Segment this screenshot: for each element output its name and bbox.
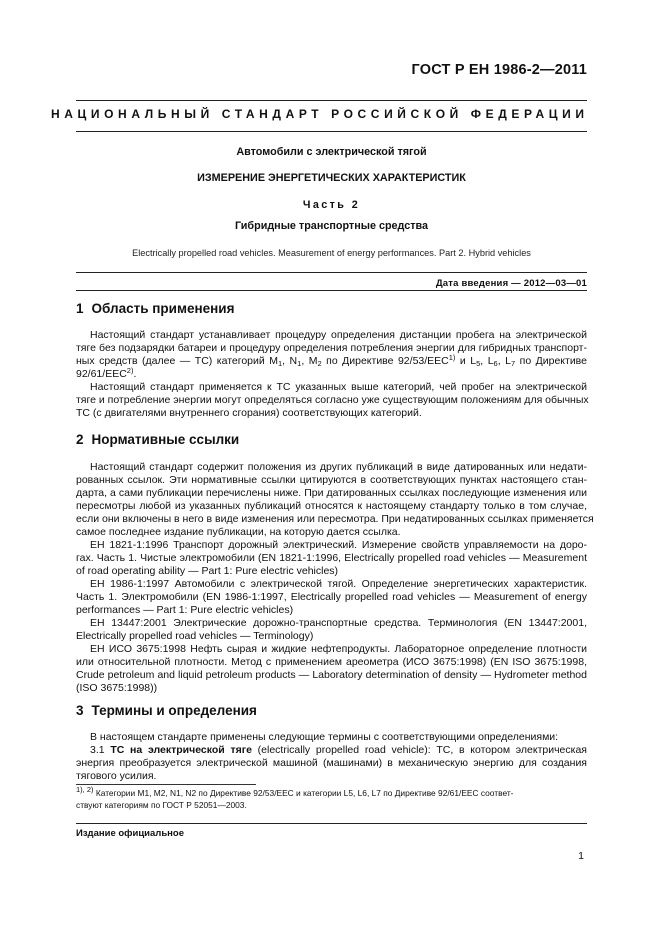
s2-ref-4-line-1: ЕН ИСО 3675:1998 Нефть сырая и жидкие нефтепродукты. Лабораторное определение плотности (90, 643, 587, 655)
s1-p1-line-3: ных средств (далее — ТС) категорий $M_1$, $N_1$, $M_2$ по Директиве 92/53/EEC$^{1)}$ и $L_5$, $L_6$, $L_7$ по Директиве (76, 353, 587, 368)
title-line-1: Автомобили с электрической тягой (236, 146, 427, 158)
s1-p2-line-3: ТС (с двигателями внутреннего сгорания) соответствующих категорий. (76, 407, 422, 419)
title-line-2: ИЗМЕРЕНИЕ ЭНЕРГЕТИЧЕСКИХ ХАРАКТЕРИСТИК (197, 172, 466, 184)
s3-term-line-3: тягового усилия. (76, 770, 157, 782)
s2-line-4: пересмотры любой из указанных публикаций относятся к настоящему стандарту только в том случае, (76, 500, 587, 512)
s1-p1-line-1: Настоящий стандарт устанавливает процедуру определения дистанции пробега на электрической (90, 329, 587, 341)
s2-ref-4-line-3: Crude petroleum and liquid petroleum products — Laboratory determination of density — Hydrometer method (76, 669, 587, 681)
section-2-heading (76, 432, 587, 447)
s2-ref-4-line-2: или относительной плотности. Метод с применением ареометра (ИСО 3675:1998) (EN ISO 3675:1998, (76, 656, 587, 668)
s2-ref-1-line-3: of road operating ability — Part 1: Pure electric vehicles) (76, 565, 339, 577)
national-standard-banner: НАЦИОНАЛЬНЫЙ СТАНДАРТ РОССИЙСКОЙ ФЕДЕРАЦИИ (51, 107, 589, 121)
section-1-heading (76, 301, 587, 316)
s1-p1-line-4: 92/61/EEC$^{2)}$. (76, 366, 137, 380)
s1-p2-line-1: Настоящий стандарт применяется к ТС указанных выше категорий, чей пробег на электрической (90, 381, 587, 393)
section-3-heading (76, 703, 587, 718)
official-edition-label: Издание официальное (76, 828, 184, 839)
section-3-title: Термины и определения (91, 703, 257, 718)
section-2-number: 2 (76, 432, 84, 447)
footnote-line-1: $^{1), 2)}$ Категории M1, M2, N1, N2 по Директиве 92/53/EEC и категории L5, L6, L7 по Директиве 92/61/EEC соответ- (76, 785, 514, 798)
introduction-date: Дата введения — 2012—03—01 (435, 278, 587, 289)
english-title: Electrically propelled road vehicles. Measurement of energy performances. Part 2. Hybrid vehicles (132, 248, 531, 258)
section-1-paragraph-2 (76, 381, 587, 420)
s3-term-line-1: 3.1 ТС на электрической тяге (electrically propelled road vehicle): ТС, в котором электрическая (90, 744, 587, 756)
section-2-body (76, 461, 594, 695)
standard-code: ГОСТ Р ЕН 1986-2—2011 (411, 62, 587, 78)
section-3-body (76, 731, 587, 783)
section-1-paragraph-1 (76, 329, 587, 381)
footnote-rule (76, 784, 256, 785)
s3-intro: В настоящем стандарте применены следующие термины с соответствующими определениями: (90, 731, 559, 743)
edition-rule (76, 823, 587, 824)
s2-line-1: Настоящий стандарт содержит положения из других публикаций в виде датированных или недати- (90, 461, 587, 473)
top-rule (76, 100, 587, 101)
banner-rule (76, 131, 587, 132)
footnote-line-2: ствуют категориям по ГОСТ Р 52051—2003. (76, 800, 247, 810)
part-title: Гибридные транспортные средства (234, 220, 429, 232)
section-1-title: Область применения (91, 301, 235, 316)
s2-line-2: рованных ссылок. Эти нормативные ссылки цитируются в соответствующих пунктах настоящего стан- (76, 474, 587, 486)
s2-ref-2-line-3: performances — Part 1: Pure electric vehicles) (76, 604, 294, 616)
date-rule (76, 272, 587, 273)
part-label: Часть 2 (302, 199, 361, 211)
s2-ref-1-line-1: ЕН 1821-1:1996 Транспорт дорожный электрический. Измерение свойств управляемости на доро- (90, 539, 587, 551)
section-3-number: 3 (76, 703, 84, 718)
s2-line-5: если они включены в него в виде изменения или пересмотра. При недатированных ссылках применяется (76, 513, 594, 525)
s2-ref-2-line-1: ЕН 1986-1:1997 Автомобили с электрической тягой. Определение энергетических характеристик. (90, 578, 587, 590)
s2-line-3: дарта, а сами публикации перечислены ниже. При датированных ссылках последующие изменения или (76, 487, 587, 499)
s2-ref-2-line-2: Часть 1. Электромобили (EN 1986-1:1997, Electrically propelled road vehicles — Measurement of energy (76, 591, 587, 603)
s1-p1-line-2: тяге без подзарядки батареи и процедуру определения потребления энергии для гибридных транспорт- (76, 342, 587, 354)
s3-term-line-2: энергия преобразуется электрической машиной (машинами) в механическую энергию для создания (76, 757, 587, 769)
page-number: 1 (578, 850, 584, 862)
date-rule-bottom (76, 290, 587, 291)
s2-ref-3-line-1: ЕН 13447:2001 Электрические дорожно-транспортные средства. Терминология (EN 13447:2001, (90, 617, 587, 629)
s2-ref-4-line-4: (ISO 3675:1998)) (76, 682, 158, 694)
section-2-title: Нормативные ссылки (91, 432, 240, 447)
s2-line-6: самое последнее издание публикации, на которую дается ссылка. (76, 526, 401, 538)
s2-ref-1-line-2: гах. Часть 1. Чистые электромобили (EN 1821-1:1996, Electrically propelled road vehicles — Measurement (76, 552, 587, 564)
section-1-number: 1 (76, 301, 84, 316)
s1-p2-line-2: тяге и потребление энергии могут определяться согласно уже существующим положениям для обычных (76, 394, 589, 406)
s2-ref-3-line-2: Electrically propelled road vehicles — Terminology) (76, 630, 314, 642)
footnote (76, 787, 587, 811)
